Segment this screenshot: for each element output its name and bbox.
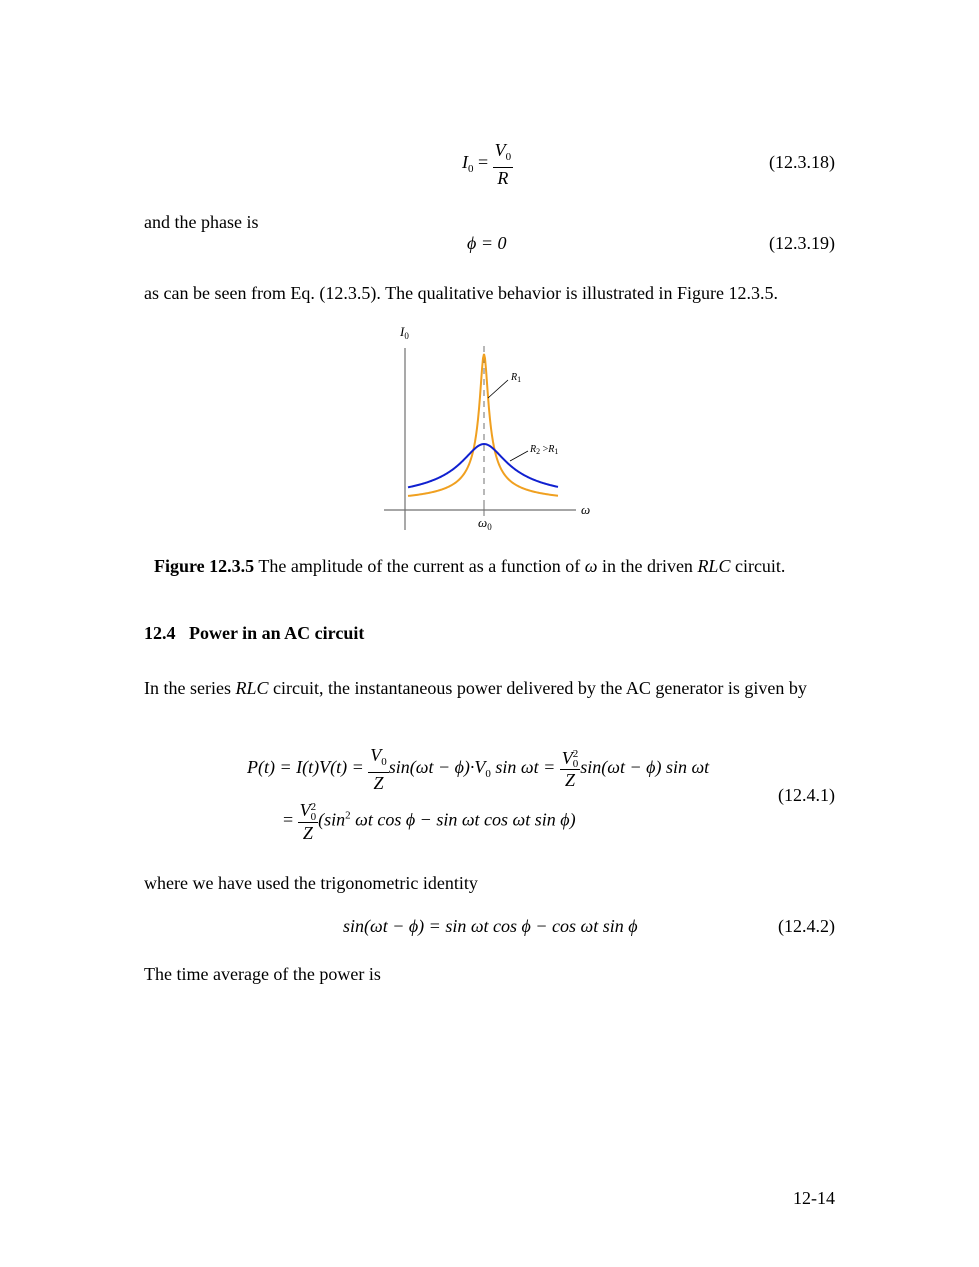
denominator: R xyxy=(497,168,509,188)
numerator: V xyxy=(299,800,311,820)
figure-caption xyxy=(154,556,785,577)
equation-12-3-19: ϕ = 0 xyxy=(467,233,507,253)
paragraph-phase: and the phase is xyxy=(144,212,259,232)
eq-text: (sin xyxy=(318,809,346,830)
eq-text: ωt cos ϕ − sin ωt cos ωt sin ϕ) xyxy=(350,809,576,830)
eq-text: = xyxy=(283,809,294,830)
equation-number: (12.3.19) xyxy=(769,233,835,253)
fraction xyxy=(368,745,389,793)
fraction xyxy=(560,748,581,791)
eq-text: P(t) = I(t)V(t) = xyxy=(247,757,364,778)
equation-number: (12.4.2) xyxy=(778,916,835,936)
equation-12-3-18: $I_0$ = $\frac{V_0}{R}$ xyxy=(462,140,512,188)
denominator: Z xyxy=(565,770,576,791)
fraction xyxy=(298,800,319,843)
sup-sub xyxy=(311,802,317,822)
leader-r1 xyxy=(488,380,508,398)
caption-omega: ω xyxy=(584,556,598,576)
curve-r1-label: $R_1$ xyxy=(511,372,522,384)
intro-text: circuit, the instantaneous power delivered by the AC generator is given by xyxy=(268,678,807,698)
intro-rlc: RLC xyxy=(235,678,269,698)
section-heading xyxy=(144,623,364,644)
paragraph-identity: where we have used the trigonometric identity xyxy=(144,873,478,893)
curve-r2-label: $R_2 >R_1$ xyxy=(530,444,559,456)
caption-figure-number: Figure 12.3.5 xyxy=(154,556,255,576)
numerator: V xyxy=(494,140,506,160)
sub: 0 xyxy=(572,758,579,771)
eq-lhs-sub: 0 xyxy=(468,163,474,176)
eq-text: sin ωt = xyxy=(490,757,556,778)
figure-resonance-plot xyxy=(370,318,610,540)
eq-text: sin(ωt − ϕ)·V xyxy=(388,757,486,778)
eq-text: sin(ωt − ϕ) sin ωt xyxy=(580,757,710,778)
eq-sup: 2 xyxy=(345,809,351,822)
y-axis-label: $I_0$ xyxy=(400,324,409,341)
curve-r1 xyxy=(408,354,558,496)
numerator: V xyxy=(370,745,382,765)
section-number: 12.4 xyxy=(144,623,176,643)
equation-12-4-2: sin(ωt − ϕ) = sin ωt cos ϕ − cos ωt sin ϕ xyxy=(343,916,638,936)
tick-label-omega0: $\omega_0$ xyxy=(478,515,492,532)
sub: 0 xyxy=(310,810,317,823)
caption-text: in the driven xyxy=(597,556,698,576)
equation-12-4-1-line2 xyxy=(283,800,576,843)
denominator: Z xyxy=(373,773,384,793)
numerator-sub: 0 xyxy=(381,756,387,768)
eq-lhs: I xyxy=(462,152,468,173)
x-axis-label: ω xyxy=(581,502,591,517)
intro-text: In the series xyxy=(144,678,236,698)
sup: 2 xyxy=(572,748,579,761)
fraction xyxy=(493,140,514,188)
caption-text: The amplitude of the current as a function of xyxy=(254,556,585,576)
equation-number: (12.4.1) xyxy=(778,785,835,805)
equation-number: (12.3.18) xyxy=(769,152,835,172)
equation-12-4-1-line1 xyxy=(247,745,709,793)
leader-r2 xyxy=(510,451,528,461)
caption-text: circuit. xyxy=(730,556,786,576)
sup: 2 xyxy=(310,800,317,813)
eq-sub: 0 xyxy=(485,768,491,781)
paragraph-average: The time average of the power is xyxy=(144,964,381,984)
paragraph-intro xyxy=(144,677,836,699)
numerator-sub: 0 xyxy=(505,151,512,163)
section-title: Power in an AC circuit xyxy=(189,623,365,643)
sup-sub xyxy=(573,749,579,769)
page-number: 12-14 xyxy=(793,1188,835,1208)
numerator: V xyxy=(561,747,573,768)
denominator: Z xyxy=(302,822,313,843)
paragraph-qualitative: as can be seen from Eq. (12.3.5). The qualitative behavior is illustrated in Figure 12.3.5. xyxy=(144,283,779,303)
caption-rlc: RLC xyxy=(697,556,731,576)
